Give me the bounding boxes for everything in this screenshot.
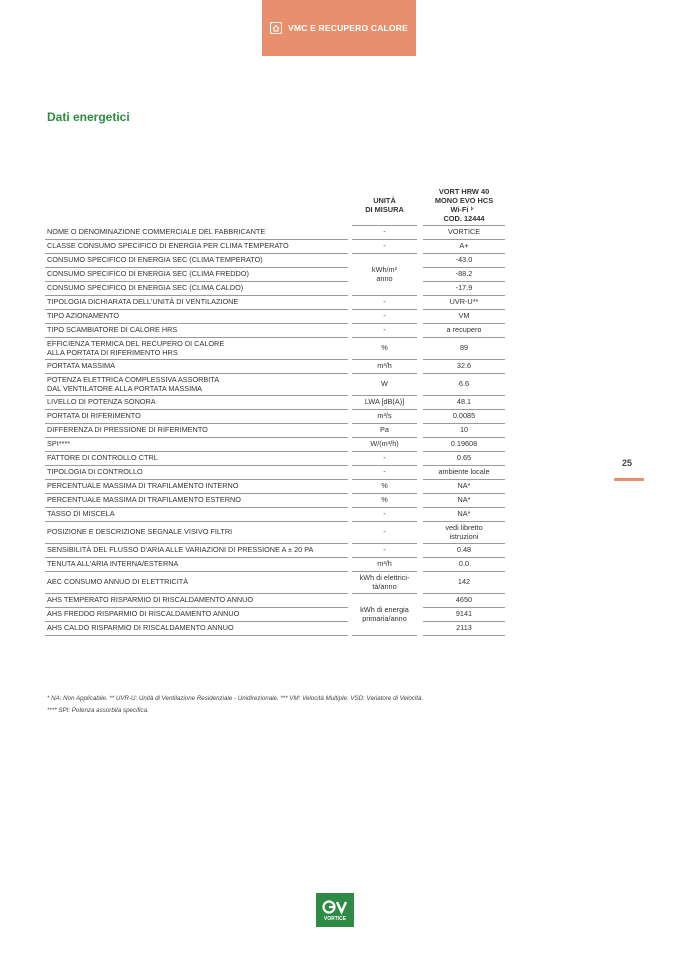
row-label: SENSIBILITÀ DEL FLUSSO D'ARIA ALLE VARIAZIONI DI PRESSIONE A ± 20 PA bbox=[45, 544, 348, 558]
row-unit: - bbox=[352, 508, 417, 522]
wifi-icon bbox=[471, 205, 478, 212]
row-label: TIPOLOGIA DICHIARATA DELL'UNITÀ DI VENTILAZIONE bbox=[45, 296, 348, 310]
row-label: FATTORE DI CONTROLLO CTRL bbox=[45, 452, 348, 466]
row-label: TASSO DI MISCELA bbox=[45, 508, 348, 522]
row-unit: % bbox=[352, 338, 417, 360]
row-label: PERCENTUALE MASSIMA DI TRAFILAMENTO ESTERNO bbox=[45, 494, 348, 508]
row-label: PORTATA DI RIFERIMENTO bbox=[45, 410, 348, 424]
footnotes bbox=[47, 693, 423, 717]
row-value: 0.65 bbox=[423, 452, 505, 466]
row-unit: - bbox=[352, 522, 417, 544]
row-value: NA* bbox=[423, 494, 505, 508]
table-row bbox=[45, 424, 505, 438]
row-value: A+ bbox=[423, 240, 505, 254]
row-unit: - bbox=[352, 310, 417, 324]
row-unit: W bbox=[352, 374, 417, 396]
row-value: 89 bbox=[423, 338, 505, 360]
row-value: 0.48 bbox=[423, 544, 505, 558]
row-label: TENUTA ALL'ARIA INTERNA/ESTERNA bbox=[45, 558, 348, 572]
row-unit: kWh/m² anno bbox=[352, 254, 417, 296]
table-row bbox=[45, 608, 505, 622]
row-label: PERCENTUALE MASSIMA DI TRAFILAMENTO INTERNO bbox=[45, 480, 348, 494]
row-value: 6.6 bbox=[423, 374, 505, 396]
row-value: NA* bbox=[423, 480, 505, 494]
row-value: NA* bbox=[423, 508, 505, 522]
table-row bbox=[45, 396, 505, 410]
row-unit: m³/h bbox=[352, 360, 417, 374]
row-value: 0.0085 bbox=[423, 410, 505, 424]
row-unit: - bbox=[352, 544, 417, 558]
row-label: POSIZIONE E DESCRIZIONE SEGNALE VISIVO FILTRI bbox=[45, 522, 348, 544]
table-row bbox=[45, 558, 505, 572]
row-value: UVR-U** bbox=[423, 296, 505, 310]
row-unit: kWh di energia primaria/anno bbox=[352, 594, 417, 636]
unit-column-header: UNITÀ DI MISURA bbox=[352, 183, 417, 226]
footnote-1: * NA: Non Applicabile. ** UVR-U: Unità di Ventilazione Residenziale - Unidirezionale. *** VM: Velocità Multiple. VSD: Variatore di Velocità. bbox=[47, 695, 424, 702]
footnote-2: **** SPI: Potenza assorbita specifica. bbox=[47, 707, 149, 714]
table-row bbox=[45, 480, 505, 494]
row-label: LIVELLO DI POTENZA SONORA bbox=[45, 396, 348, 410]
table-row bbox=[45, 324, 505, 338]
row-value: 2113 bbox=[423, 622, 505, 636]
row-label: TIPOLOGIA DI CONTROLLO bbox=[45, 466, 348, 480]
row-unit: LWA [dB(A)] bbox=[352, 396, 417, 410]
row-value: 32.6 bbox=[423, 360, 505, 374]
energy-data-table bbox=[45, 183, 505, 636]
page-number: 25 bbox=[622, 458, 633, 468]
table-row bbox=[45, 282, 505, 296]
table-row bbox=[45, 374, 505, 396]
table-row bbox=[45, 338, 505, 360]
table-row bbox=[45, 410, 505, 424]
row-value: 142 bbox=[423, 572, 505, 594]
row-unit: - bbox=[352, 466, 417, 480]
row-label: POTENZA ELETTRICA COMPLESSIVA ASSORBITA DAL VENTILATORE ALLA PORTATA MASSIMA bbox=[45, 374, 348, 396]
row-label: AHS FREDDO RISPARMIO DI RISCALDAMENTO ANNUO bbox=[45, 608, 348, 622]
row-value: -43.0 bbox=[423, 254, 505, 268]
row-label: SPI**** bbox=[45, 438, 348, 452]
row-unit: kWh di elettrici- tà/anno bbox=[352, 572, 417, 594]
row-unit: m³/h bbox=[352, 558, 417, 572]
row-unit: % bbox=[352, 480, 417, 494]
header-label: VMC E RECUPERO CALORE bbox=[288, 23, 408, 33]
row-label: NOME O DENOMINAZIONE COMMERCIALE DEL FABBRICANTE bbox=[45, 226, 348, 240]
vortice-logo bbox=[316, 893, 354, 927]
table-row bbox=[45, 522, 505, 544]
product-column-header: VORT HRW 40 MONO EVO HCS Wi-Fi COD. 12444 bbox=[423, 183, 505, 226]
row-value: 10 bbox=[423, 424, 505, 438]
row-unit: W/(m³/h) bbox=[352, 438, 417, 452]
row-value: a recupero bbox=[423, 324, 505, 338]
table-row bbox=[45, 572, 505, 594]
row-label: EFFICIENZA TERMICA DEL RECUPERO DI CALORE ALLA PORTATA DI RIFERIMENTO HRS bbox=[45, 338, 348, 360]
row-label: AEC CONSUMO ANNUO DI ELETTRICITÀ bbox=[45, 572, 348, 594]
row-label: AHS CALDO RISPARMIO DI RISCALDAMENTO ANNUO bbox=[45, 622, 348, 636]
row-value: 0.0 bbox=[423, 558, 505, 572]
header-tab bbox=[262, 0, 416, 56]
row-value: -88.2 bbox=[423, 268, 505, 282]
row-label: CONSUMO SPECIFICO DI ENERGIA SEC (CLIMA CALDO) bbox=[45, 282, 348, 296]
page-number-bar bbox=[614, 478, 644, 481]
table-row bbox=[45, 452, 505, 466]
row-unit: Pa bbox=[352, 424, 417, 438]
table-row bbox=[45, 226, 505, 240]
row-unit: - bbox=[352, 240, 417, 254]
table-row bbox=[45, 310, 505, 324]
row-unit: - bbox=[352, 226, 417, 240]
home-icon bbox=[270, 22, 282, 34]
row-unit: - bbox=[352, 452, 417, 466]
row-value: VORTICE bbox=[423, 226, 505, 240]
row-unit: % bbox=[352, 494, 417, 508]
table-row bbox=[45, 508, 505, 522]
table-row bbox=[45, 240, 505, 254]
row-label: TIPO AZIONAMENTO bbox=[45, 310, 348, 324]
table-row bbox=[45, 296, 505, 310]
table-row bbox=[45, 268, 505, 282]
row-label: CLASSE CONSUMO SPECIFICO DI ENERGIA PER CLIMA TEMPERATO bbox=[45, 240, 348, 254]
row-label: CONSUMO SPECIFICO DI ENERGIA SEC (CLIMA FREDDO) bbox=[45, 268, 348, 282]
table-row bbox=[45, 254, 505, 268]
table-row bbox=[45, 622, 505, 636]
row-label: TIPO SCAMBIATORE DI CALORE HRS bbox=[45, 324, 348, 338]
row-value: -17.9 bbox=[423, 282, 505, 296]
table-row bbox=[45, 466, 505, 480]
row-label: PORTATA MASSIMA bbox=[45, 360, 348, 374]
logo-text: VORTICE bbox=[323, 915, 347, 922]
row-value: 4650 bbox=[423, 594, 505, 608]
table-row bbox=[45, 438, 505, 452]
row-value: VM bbox=[423, 310, 505, 324]
row-value: 9141 bbox=[423, 608, 505, 622]
table-row bbox=[45, 544, 505, 558]
row-unit: m³/s bbox=[352, 410, 417, 424]
row-label: AHS TEMPERATO RISPARMIO DI RISCALDAMENTO ANNUO bbox=[45, 594, 348, 608]
row-label: DIFFERENZA DI PRESSIONE DI RIFERIMENTO bbox=[45, 424, 348, 438]
table-row bbox=[45, 494, 505, 508]
row-unit: - bbox=[352, 324, 417, 338]
table-row bbox=[45, 594, 505, 608]
row-value: 48.1 bbox=[423, 396, 505, 410]
section-title: Dati energetici bbox=[47, 110, 130, 124]
row-value: ambiente locale bbox=[423, 466, 505, 480]
table-row bbox=[45, 360, 505, 374]
row-value: vedi libretto istruzioni bbox=[423, 522, 505, 544]
row-label: CONSUMO SPECIFICO DI ENERGIA SEC (CLIMA TEMPERATO) bbox=[45, 254, 348, 268]
row-unit: - bbox=[352, 296, 417, 310]
vortice-logo-icon bbox=[322, 899, 348, 915]
row-value: 0.19608 bbox=[423, 438, 505, 452]
